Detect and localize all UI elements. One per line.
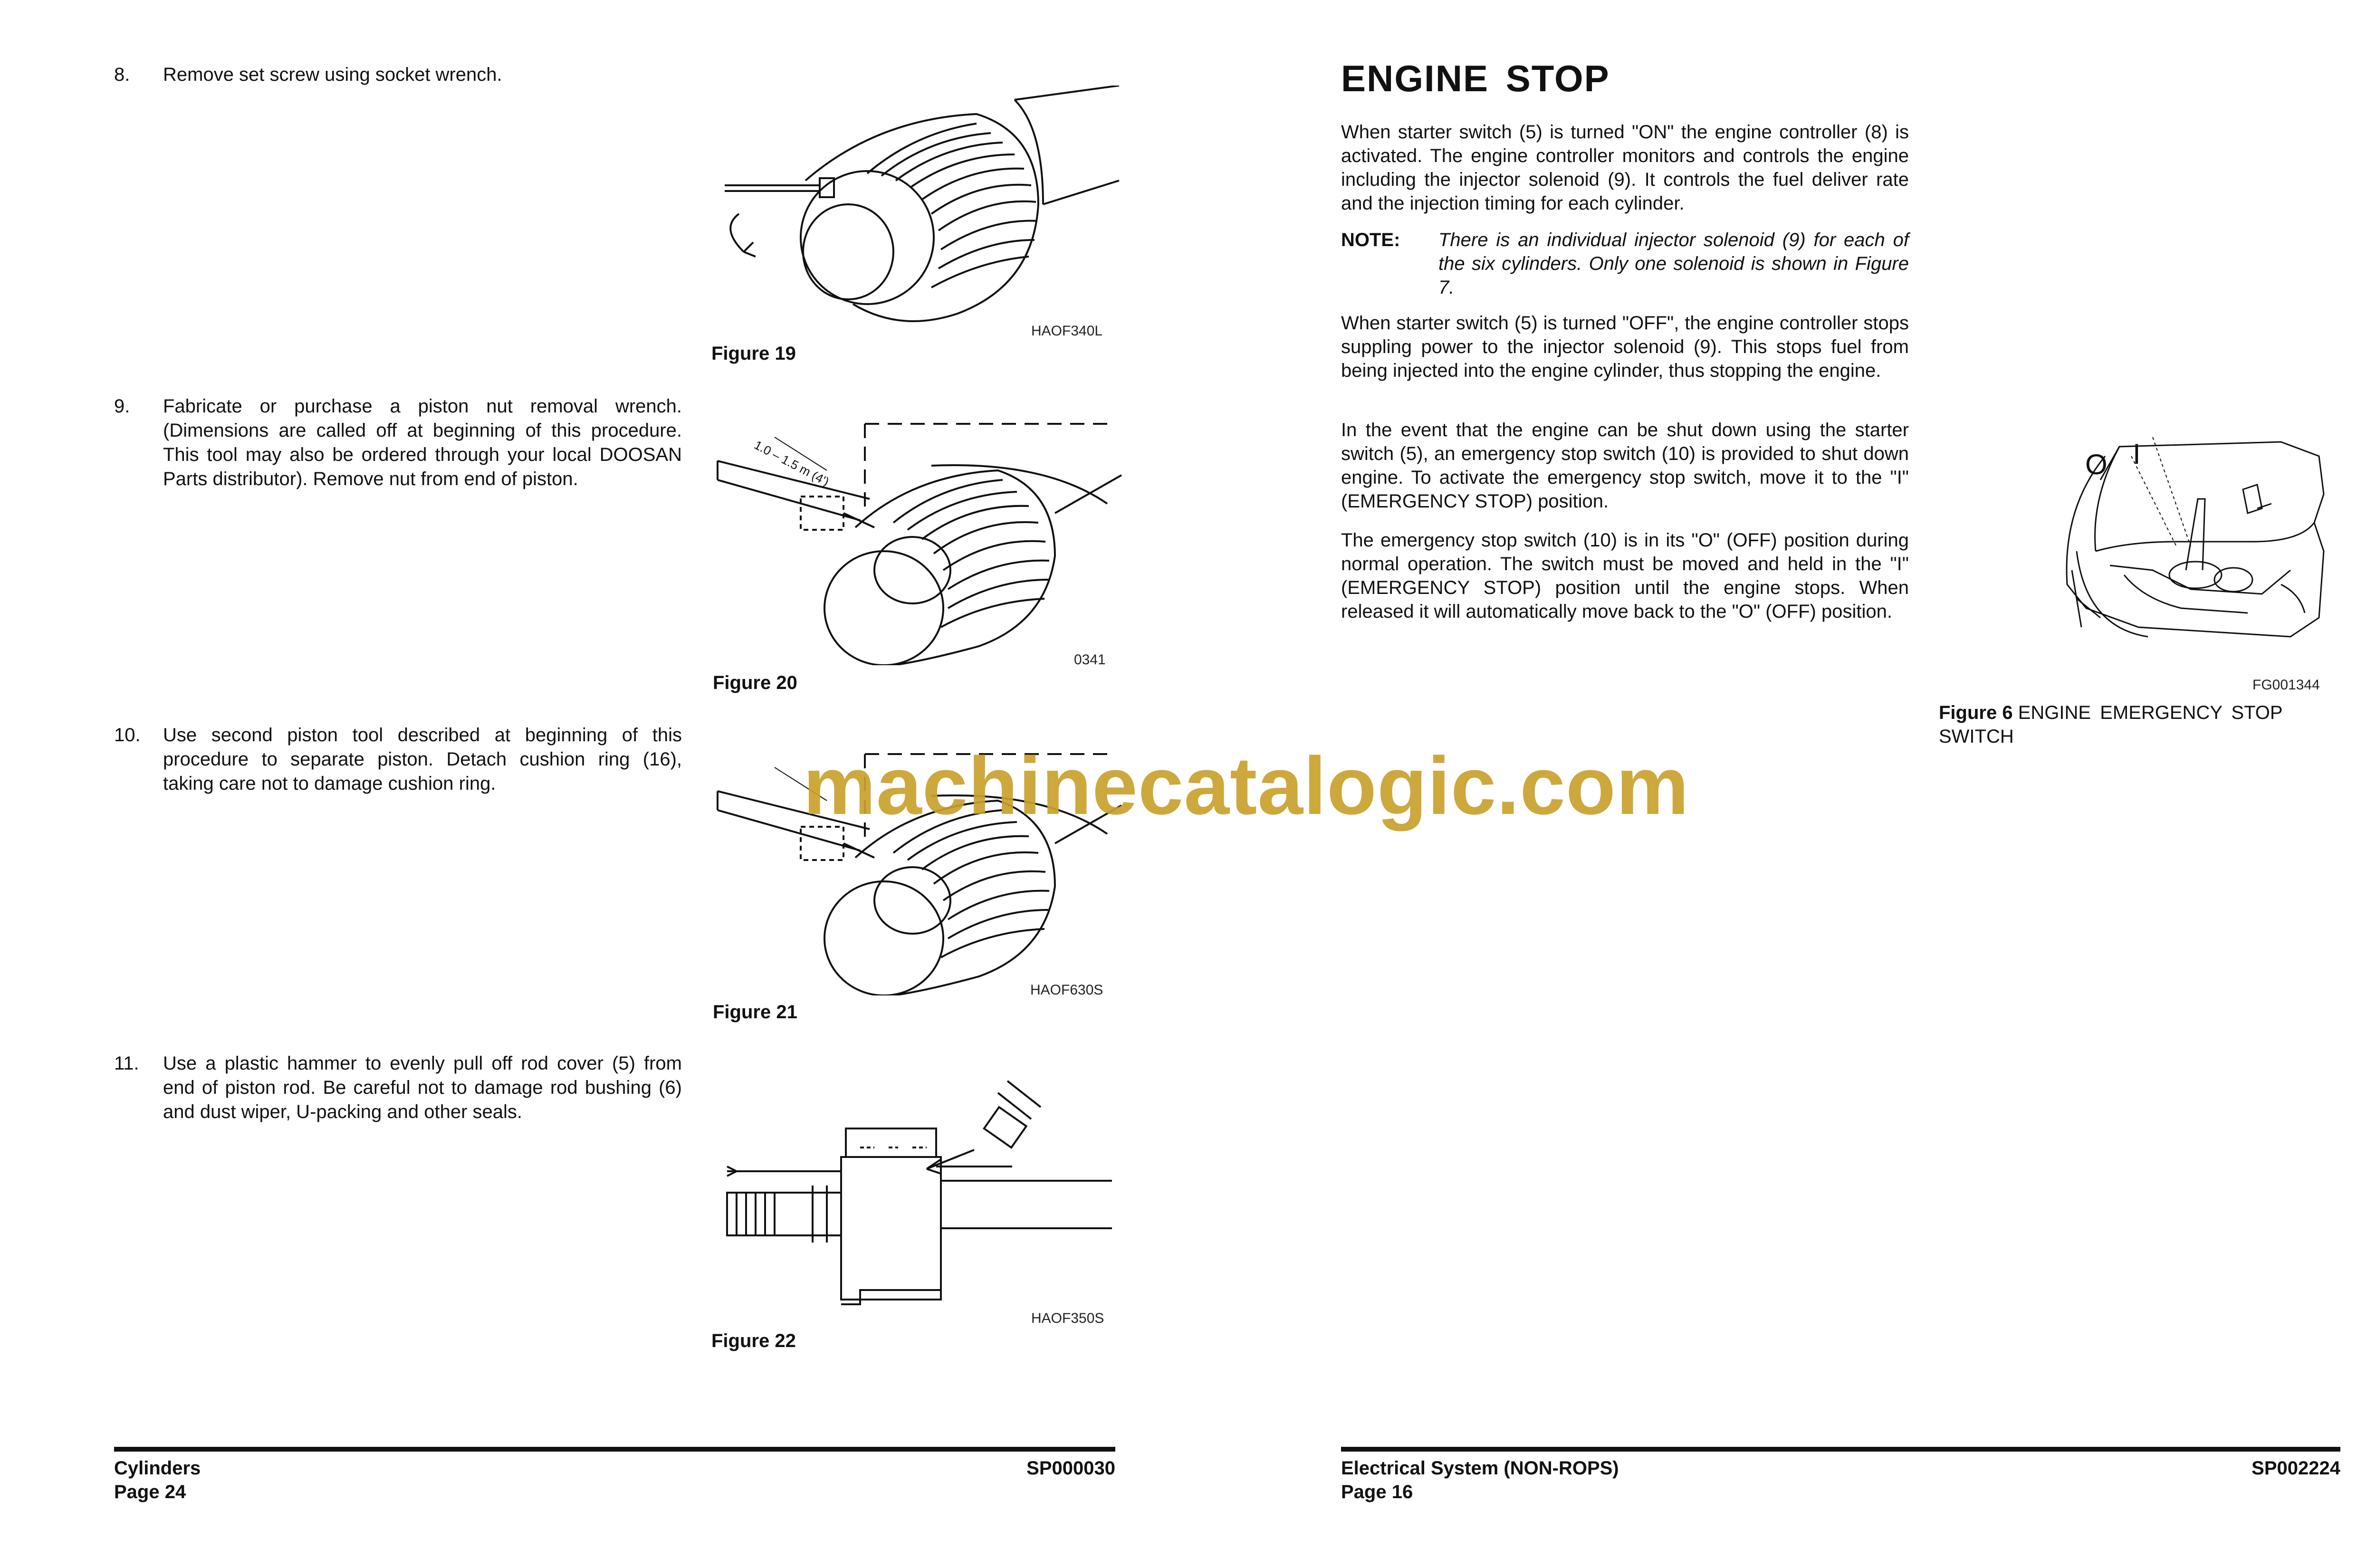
figure-22-illustration: [718, 1071, 1117, 1309]
figure-20-code: 0341: [1074, 652, 1106, 668]
figure-21-caption: Figure 21: [713, 1002, 797, 1023]
step-text: Use second piston tool described at beginning of this procedure to separate piston. Detach cushion ring (16), taking care not to damage cushion ring.: [163, 725, 682, 794]
switch-label-o: O: [2085, 449, 2108, 480]
step-number: 10.: [114, 725, 141, 746]
step-8: [114, 63, 684, 91]
note-text: There is an individual injector solenoid (9) for each of the six cylinders. Only one solenoid is shown in Figure 7.: [1438, 229, 1909, 298]
left-footer-page: Page 24: [114, 1482, 186, 1502]
figure-20-caption: Figure 20: [713, 672, 797, 693]
figure-6-caption-label: Figure 6: [1939, 702, 2013, 723]
figure-19-code: HAOF340L: [1031, 323, 1103, 339]
step-10: [114, 723, 684, 804]
left-footer-doc-number: SP000030: [1026, 1458, 1115, 1479]
step-9: [114, 394, 684, 523]
body-paragraph-4: The emergency stop switch (10) is in its "O" (OFF) position during normal operation. The switch must be moved and held in the "I" (EMERGENCY STOP) position until the engine stops. When released it will automatically move back to the "O" (OFF) position.: [1341, 530, 1909, 622]
body-paragraph-3: In the event that the engine can be shut down using the starter switch (5), an emergency stop switch (10) is provided to shut down engine. To activate the emergency stop switch, move it to the "I" (EMERGENCY STOP) position.: [1341, 420, 1909, 512]
right-footer-page: Page 16: [1341, 1482, 1413, 1502]
figure-19-caption: Figure 19: [711, 343, 796, 364]
right-footer-doc-number: SP002224: [2251, 1458, 2340, 1479]
note-label: NOTE:: [1341, 229, 1400, 250]
switch-label-i: I: [2133, 438, 2141, 470]
step-number: 8.: [114, 64, 130, 85]
figure-22-code: HAOF350S: [1031, 1310, 1104, 1326]
step-11: [114, 1052, 684, 1132]
figure-6-caption: [1939, 701, 2333, 748]
step-number: 11.: [114, 1053, 139, 1074]
figure-6-code: FG001344: [2252, 677, 2320, 693]
body-paragraph-1: When starter switch (5) is turned "ON" the engine controller (8) is activated. The engine controller monitors and controls the engine including the injector solenoid (9). It controls the fuel deliver rate and the injection timing for each cylinder.: [1341, 122, 1909, 214]
body-paragraph-2: When starter switch (5) is turned "OFF", the engine controller stops suppling power to the injector solenoid (9). This stops fuel from being injected into the engine cylinder, thus stopping the engine.: [1341, 313, 1909, 381]
left-footer-rule: [114, 1447, 1115, 1452]
figure-22-caption: Figure 22: [711, 1330, 796, 1351]
figure-20-illustration: [713, 418, 1126, 665]
section-heading: ENGINE STOP: [1341, 57, 1610, 99]
step-text: Remove set screw using socket wrench.: [163, 64, 502, 85]
figure-6-caption-text: ENGINE EMERGENCY STOP SWITCH: [1939, 702, 2282, 747]
left-footer-section: Cylinders: [114, 1458, 201, 1479]
figure-19-illustration: [710, 86, 1124, 342]
note-block: [1341, 228, 1909, 304]
figure-20-dim-label: 1.0 – 1.5 m (4'): [752, 437, 832, 489]
step-number: 9.: [114, 396, 130, 417]
watermark: machinecatalogic.com: [803, 740, 1689, 832]
figure-21-code: HAOF630S: [1030, 982, 1103, 998]
right-footer-section: Electrical System (NON-ROPS): [1341, 1458, 1619, 1479]
right-footer-rule: [1341, 1447, 2340, 1452]
step-text: Fabricate or purchase a piston nut removal wrench. (Dimensions are called off at beginning of this procedure. This tool may also be ordered through your local DOOSAN Parts distributor). Remove nut from end of piston.: [163, 396, 682, 489]
step-text: Use a plastic hammer to evenly pull off rod cover (5) from end of piston rod. Be careful not to damage rod bushing (6) and dust wiper, U-packing and other seals.: [163, 1053, 682, 1122]
figure-6-illustration: [2034, 428, 2328, 679]
